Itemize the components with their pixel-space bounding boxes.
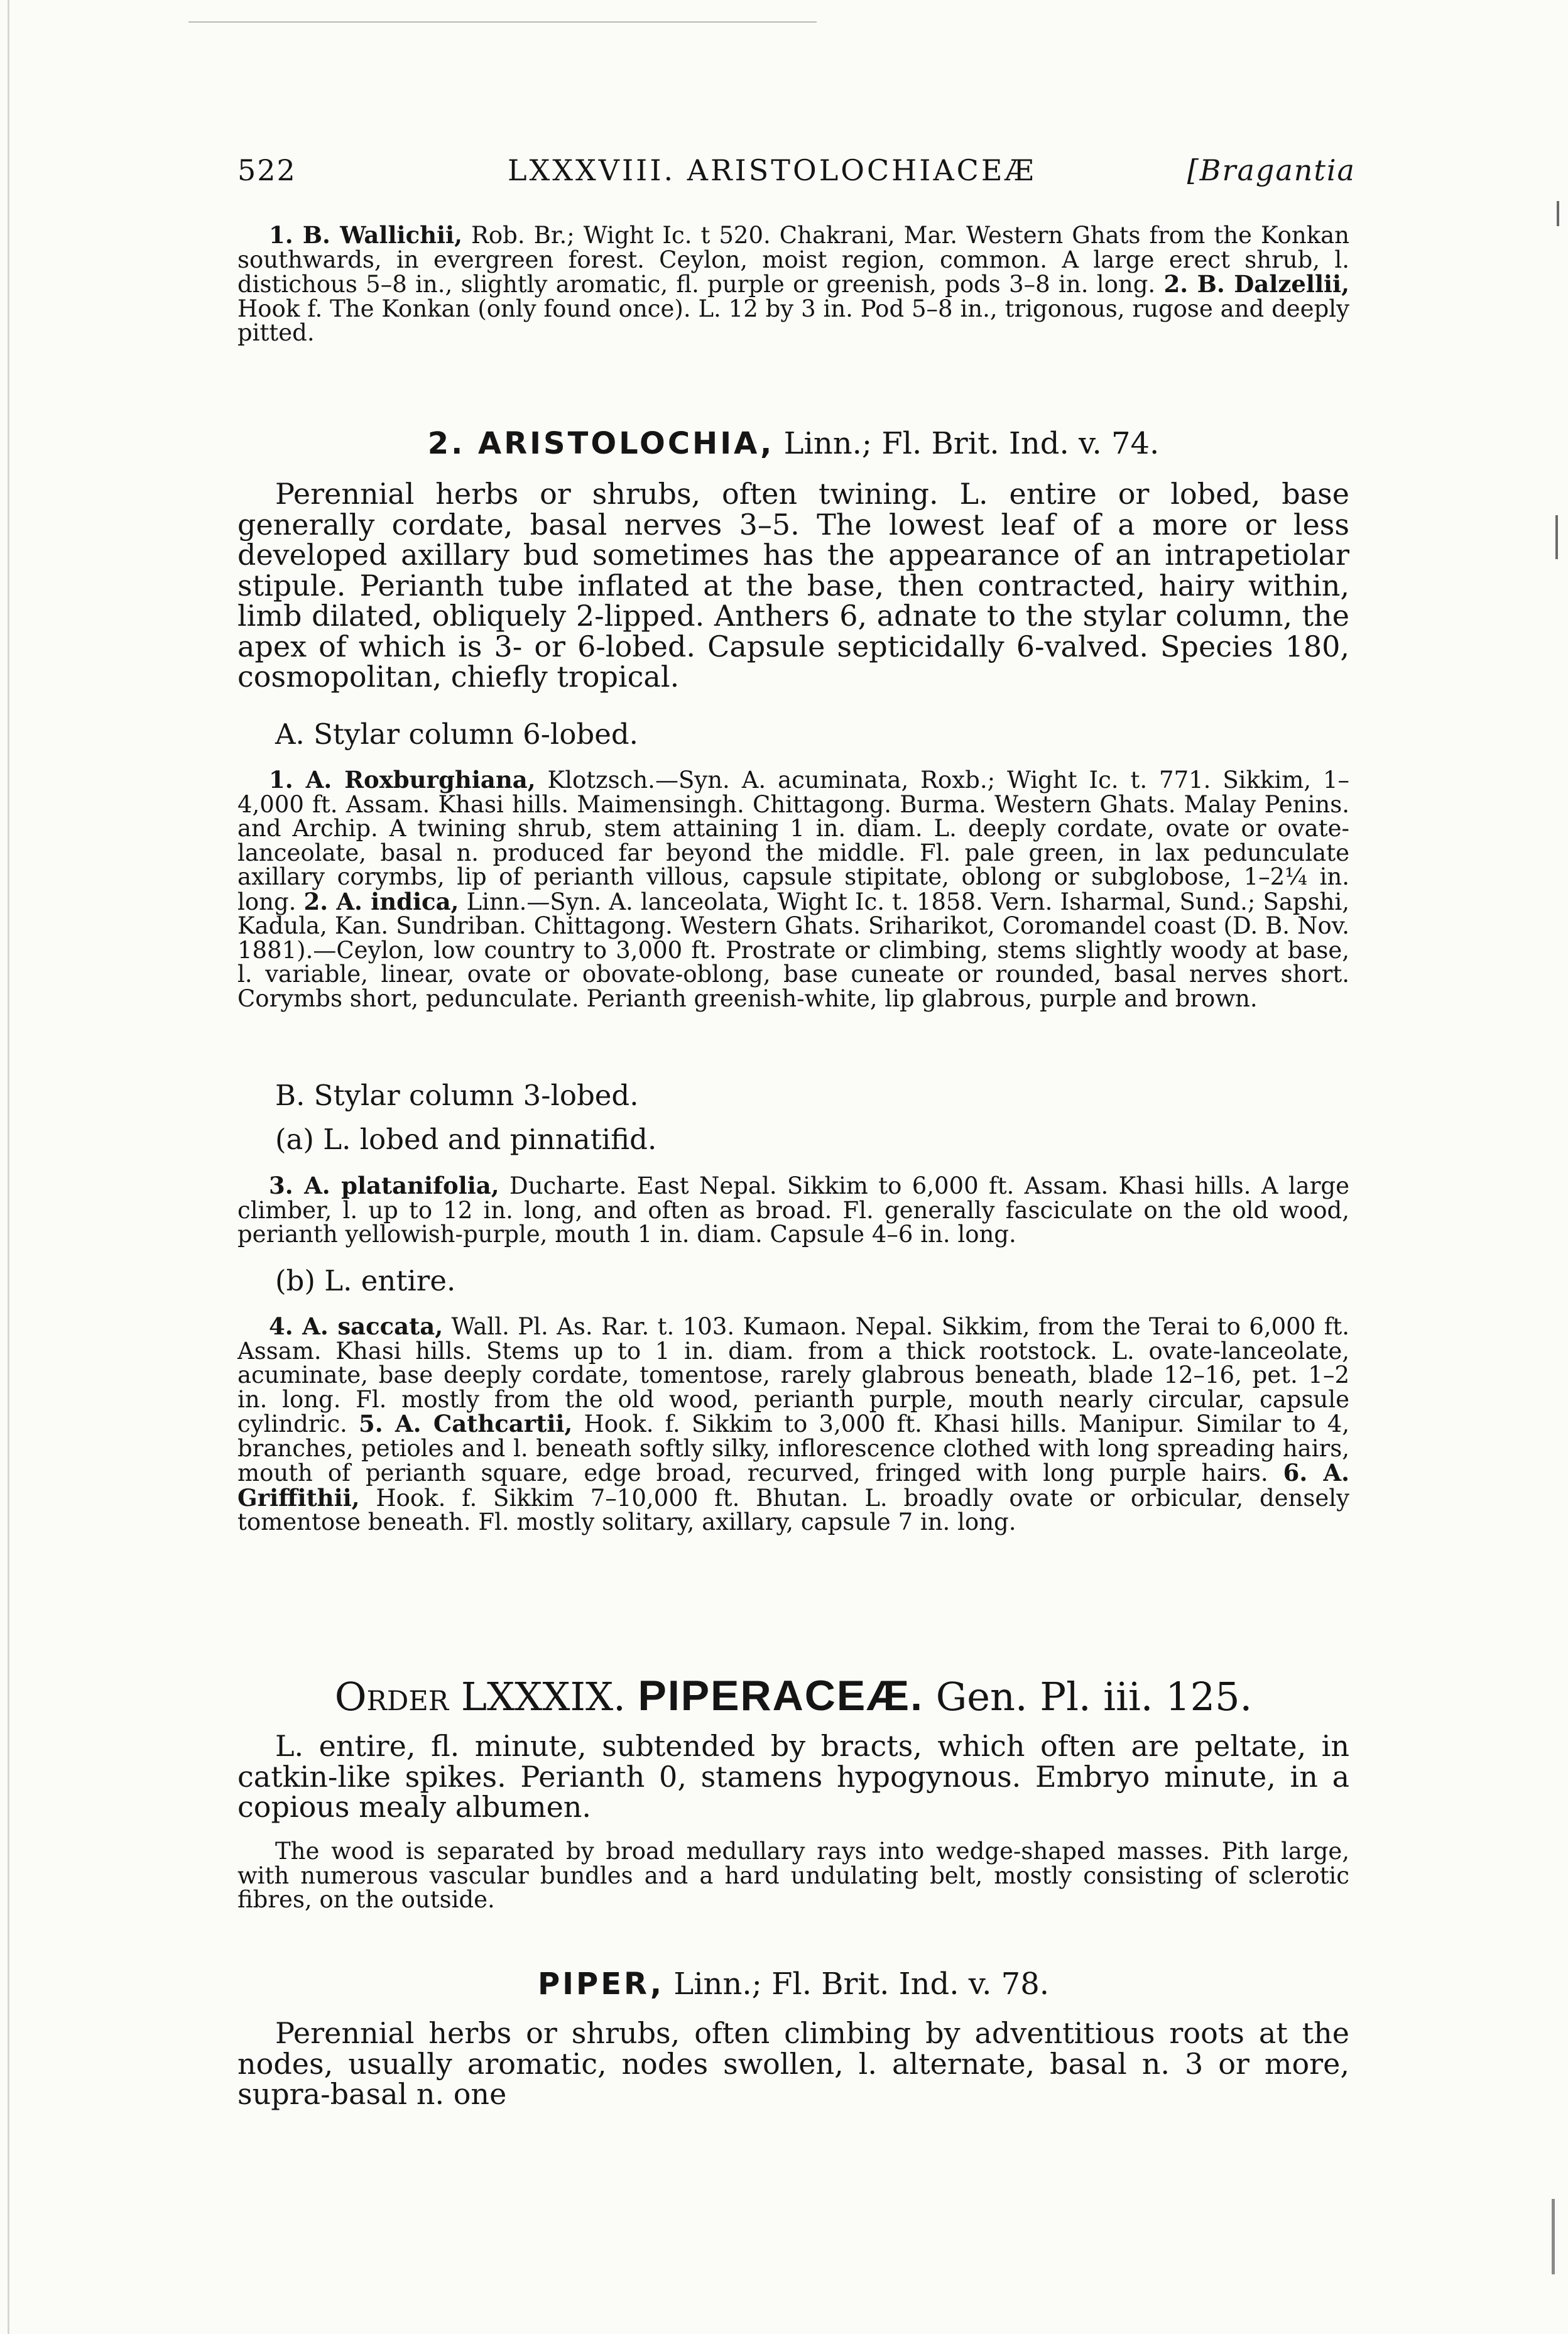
running-header — [237, 153, 1356, 197]
species-text: Wall. Pl. As. Rar. t. 103. Kumaon. Nepal. Sikkim, from the Terai to 6,000 ft. Assam. Khasi hills. Stems up to 1 in. diam. from a thick rootstock. L. ovate-lanceolate, acuminate, base deeply cordate, tomentose, rarely glabrous beneath, blade 12–16, pet. 1–2 in. long. Fl. mostly from the old wood, perianth purple, mouth nearly circular, capsule cylindric. — [237, 1313, 1349, 1437]
top-scan-rule — [188, 21, 817, 23]
genus-heading-aristolochia — [237, 426, 1349, 461]
species-text: Ducharte. East Nepal. Sikkim to 6,000 ft. Assam. Khasi hills. A large climber, l. up to 12 in. long, and often as broad. Fl. generally fasciculate on the old wood, perianth yellowish-purple, mouth 1 in. diam. Capsule 4–6 in. long. — [237, 1172, 1349, 1248]
family-description: L. entire, fl. minute, subtended by bracts, which often are peltate, in catkin-like spikes. Perianth 0, stamens hypogynous. Embryo minute, in a copious mealy albumen. — [237, 1729, 1349, 1824]
running-genus: [Bragantia — [1187, 153, 1356, 187]
subgroup-heading: (a) L. lobed and pinnatifid. — [275, 1123, 657, 1156]
species-text: Klotzsch.—Syn. A. acuminata, Roxb.; Wight Ic. t. 771. Sikkim, 1–4,000 ft. Assam. Khasi hills. Maimensingh. Chittagong. Burma. Western Ghats. Malay Penins. and Archip. A twining shrub, stem attaining 1 in. diam. L. deeply cordate, ovate or ovate-lanceolate, basal n. produced far beyond the middle. Fl. pale green, in lax pedunculate axillary corymbs, lip of perianth villous, capsule stipitate, oblong or subglobose, 1–2¼ in. long. — [237, 766, 1349, 915]
subgroup-heading: (b) L. entire. — [275, 1264, 456, 1297]
species-name: 3. A. platanifolia, — [269, 1172, 499, 1199]
species-text: Linn.—Syn. A. lanceolata, Wight Ic. t. 1858. Vern. Isharmal, Sund.; Sapshi, Kadula, Kan. Sundriban. Chittagong. Western Ghats. Sriharikot, Coromandel coast (D. B. Nov. 1881).—Ceylon, low country to 3,000 ft. Prostrate or climbing, stems slightly woody at base, l. variable, linear, ovate or obovate-oblong, base cuneate or rounded, basal nerves short. Corymbs short, pedunculate. Perianth greenish-white, lip glabrous, purple and brown. — [237, 888, 1350, 1012]
family-name: PIPERACEÆ. — [638, 1672, 924, 1720]
genus-reference: Linn.; Fl. Brit. Ind. v. 74. — [783, 426, 1160, 461]
species-entry — [237, 1174, 1349, 1247]
species-entry — [237, 1314, 1349, 1535]
genus-heading-piper — [237, 1966, 1349, 2002]
order-label: Order LXXXIX. — [334, 1674, 626, 1720]
species-name: 5. A. Cathcartii, — [359, 1410, 573, 1437]
family-title: LXXXVIII. ARISTOLOCHIACEÆ — [508, 153, 1037, 187]
species-name: 1. B. Wallichii, — [269, 221, 462, 249]
order-reference: Gen. Pl. iii. 125. — [935, 1674, 1253, 1720]
page-edge-shadow — [8, 0, 9, 2334]
species-text: Hook. f. Sikkim to 3,000 ft. Khasi hills. Manipur. Similar to 4, branches, petioles and l. beneath softly silky, inflorescence clothed with long spreading hairs, mouth of perianth square, edge broad, recurved, fringed with long purple hairs. — [237, 1410, 1349, 1486]
species-text: Hook. f. Sikkim 7–10,000 ft. Bhutan. L. broadly ovate or orbicular, densely tomentose beneath. Fl. mostly solitary, axillary, capsule 7 in. long. — [237, 1484, 1350, 1535]
genus-name: 2. ARISTOLOCHIA, — [427, 426, 775, 461]
species-name: 6. A. Griffithii, — [237, 1459, 1349, 1512]
group-heading: A. Stylar column 6-lobed. — [275, 717, 638, 751]
margin-mark — [1552, 2199, 1555, 2274]
species-name: 4. A. saccata, — [269, 1312, 444, 1340]
group-heading: B. Stylar column 3-lobed. — [275, 1079, 639, 1112]
genus-description: Perennial herbs or shrubs, often twining. L. entire or lobed, base generally cordate, basal nerves 3–5. The lowest leaf of a more or less developed axillary bud sometimes has the appearance of an intrapetiolar stipule. Perianth tube inflated at the base, then contracted, hairy within, limb dilated, obliquely 2-lipped. Anthers 6, adnate to the stylar column, the apex of which is 3- or 6-lobed. Capsule septicidally 6-valved. Species 180, cosmopolitan, chiefly tropical. — [237, 477, 1349, 694]
species-text: Rob. Br.; Wight Ic. t 520. Chakrani, Mar. Western Ghats from the Konkan southwards, in evergreen forest. Ceylon, moist region, common. A large erect shrub, l. distichous 5–8 in., slightly aromatic, fl. purple or greenish, pods 3–8 in. long. — [237, 222, 1350, 298]
genus-name: PIPER, — [537, 1966, 665, 2002]
species-name: 2. A. indica, — [303, 887, 459, 915]
page-number: 522 — [237, 153, 297, 187]
species-entry — [237, 768, 1349, 1011]
order-heading-piperaceae — [237, 1671, 1349, 1720]
wood-anatomy-note: The wood is separated by broad medullary rays into wedge-shaped masses. Pith large, with numerous vascular bundles and a hard undulating belt, mostly consisting of sclerotic fibres, on the outside. — [237, 1838, 1349, 1913]
species-name: 1. A. Roxburghiana, — [269, 766, 536, 793]
genus-description: Perennial herbs or shrubs, often climbing by adventitious roots at the nodes, usually aromatic, nodes swollen, l. alternate, basal n. 3 or more, supra-basal n. one — [237, 2016, 1349, 2111]
margin-mark — [1555, 515, 1558, 559]
genus-reference: Linn.; Fl. Brit. Ind. v. 78. — [673, 1966, 1050, 2002]
margin-mark — [1557, 201, 1559, 226]
bragantia-species — [237, 223, 1349, 346]
species-name: 2. B. Dalzellii, — [1163, 270, 1349, 298]
species-text: Hook f. The Konkan (only found once). L. 12 by 3 in. Pod 5–8 in., trigonous, rugose and deeply pitted. — [237, 295, 1349, 346]
